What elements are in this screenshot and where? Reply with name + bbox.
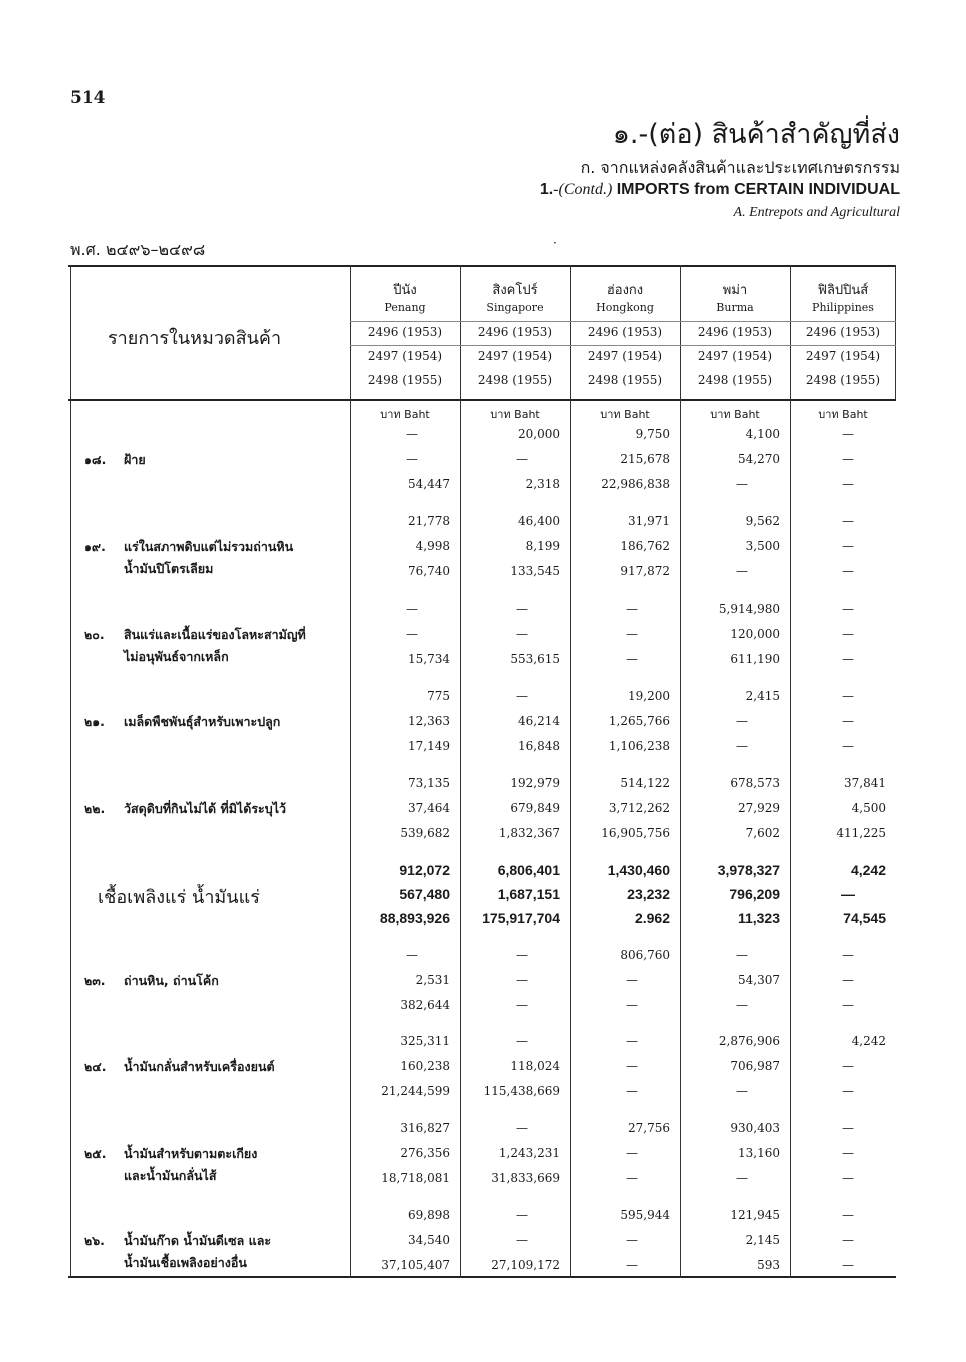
table-cell: — (842, 1084, 854, 1098)
unit-label: บาท Baht (710, 408, 760, 421)
table-cell: — (626, 1034, 638, 1048)
year-label: 2498 (1955) (587, 373, 663, 387)
column-header-thai: พม่า (722, 283, 748, 298)
table-cell: 1,106,238 (608, 739, 670, 753)
table-cell: — (842, 998, 854, 1012)
table-cell: 8,199 (525, 539, 560, 553)
table-cell: — (406, 948, 418, 962)
table-cell: 4,242 (851, 1034, 886, 1048)
table-cell: 325,311 (400, 1034, 450, 1048)
table-cell: — (842, 689, 854, 703)
table-cell: — (842, 627, 854, 641)
table-cell: 9,750 (635, 427, 670, 441)
year-label: 2496 (1953) (587, 325, 663, 339)
year-label: 2496 (1953) (367, 325, 443, 339)
unit-label: บาท Baht (600, 408, 650, 421)
table-cell: 11,323 (737, 910, 780, 926)
table-cell: — (736, 564, 748, 578)
table-cell: 192,979 (510, 776, 560, 790)
table-cell: 18,718,081 (381, 1171, 450, 1185)
table-cell: 4,500 (851, 801, 886, 815)
table-cell: 16,905,756 (601, 826, 670, 840)
table-cell: 595,944 (620, 1208, 670, 1222)
table-cell: — (736, 998, 748, 1012)
table-cell: — (626, 627, 638, 641)
table-cell: 1,430,460 (607, 862, 670, 878)
table-cell: 175,917,704 (482, 910, 560, 926)
row-label-text: วัสดุดิบที่กินไม่ได้ ที่มิได้ระบุไว้ (124, 801, 287, 816)
table-cell: 382,644 (400, 998, 450, 1012)
row-label (84, 449, 354, 471)
table-cell: — (736, 739, 748, 753)
year-label: 2496 (1953) (805, 325, 881, 339)
table-cell: 2,876,906 (718, 1034, 780, 1048)
table-cell: 88,893,926 (379, 910, 450, 926)
table-cell: 775 (427, 689, 450, 703)
table-cell: 706,987 (730, 1059, 780, 1073)
table-cell: 21,778 (408, 514, 450, 528)
year-label: 2498 (1955) (805, 373, 881, 387)
row-number: ๒๓. (84, 973, 106, 988)
header-row-rule (350, 345, 896, 346)
table-cell: 21,244,599 (381, 1084, 450, 1098)
table-cell: 23,232 (627, 886, 670, 902)
row-label (84, 711, 354, 733)
table-cell: — (842, 948, 854, 962)
table-cell: — (736, 477, 748, 491)
imports-table (68, 265, 896, 1278)
table-header-rule (68, 399, 896, 401)
table-cell: 27,929 (738, 801, 780, 815)
column-header-english: Hongkong (596, 301, 654, 314)
table-cell: 796,209 (729, 886, 780, 902)
table-cell: — (626, 1258, 638, 1272)
table-cell: 4,242 (850, 862, 886, 878)
table-cell: 3,978,327 (717, 862, 780, 878)
table-cell: — (842, 564, 854, 578)
table-cell: 679,849 (510, 801, 560, 815)
table-cell: — (842, 1059, 854, 1073)
table-cell: — (842, 973, 854, 987)
table-cell: 27,756 (628, 1121, 670, 1135)
table-cell: 567,480 (399, 886, 450, 902)
table-cell: 27,109,172 (491, 1258, 560, 1272)
table-cell: 31,833,669 (491, 1171, 560, 1185)
table-cell: — (406, 627, 418, 641)
table-cell: — (406, 427, 418, 441)
page-subtitle-english: A. Entrepots and Agricultural (733, 205, 900, 220)
year-label: 2497 (1954) (477, 349, 553, 363)
page-subtitle-thai: ก. จากแหล่งคลังสินค้าและประเทศเกษตรกรรม (580, 158, 900, 177)
row-label-text: ถ่านหิน, ถ่านโค้ก (124, 973, 219, 988)
table-cell: 37,841 (844, 776, 886, 790)
table-cell: 73,135 (408, 776, 450, 790)
table-cell: — (516, 948, 528, 962)
row-label (84, 1143, 354, 1187)
table-cell: 1,832,367 (498, 826, 560, 840)
row-label (84, 1056, 354, 1078)
table-cell: 69,898 (408, 1208, 450, 1222)
column-header (570, 279, 680, 314)
unit-label: บาท Baht (818, 408, 868, 421)
table-cell: — (842, 427, 854, 441)
column-header-thai: สิงคโปร์ (492, 283, 538, 298)
table-cell: 2,318 (525, 477, 560, 491)
row-label-text: ไม่อนุพันธ์จากเหล็ก (124, 649, 229, 664)
table-cell: 46,400 (518, 514, 560, 528)
table-cell: 37,105,407 (381, 1258, 450, 1272)
table-cell: — (736, 1171, 748, 1185)
table-cell: 917,872 (620, 564, 670, 578)
table-cell: 1,243,231 (498, 1146, 560, 1160)
row-number: ๑๙. (84, 539, 106, 554)
table-cell: 2,531 (415, 973, 450, 987)
table-cell: 9,562 (745, 514, 780, 528)
table-cell: 678,573 (730, 776, 780, 790)
table-cell: 12,363 (408, 714, 450, 728)
table-cell: 115,438,669 (483, 1084, 560, 1098)
row-label-text: น้ำมันก๊าด น้ำมันดีเซล และ (124, 1233, 272, 1248)
table-cell: — (516, 1121, 528, 1135)
table-cell: 37,464 (408, 801, 450, 815)
table-cell: — (842, 1146, 854, 1160)
column-header-thai: ปีนัง (393, 283, 417, 298)
table-cell: 1,687,151 (497, 886, 560, 902)
year-label: 2497 (1954) (587, 349, 663, 363)
column-header-english: Singapore (486, 301, 544, 314)
row-number: ๒๕. (84, 1146, 107, 1161)
table-cell: 2,145 (745, 1233, 780, 1247)
table-cell: — (516, 1233, 528, 1247)
table-cell: — (626, 973, 638, 987)
table-cell: — (842, 452, 854, 466)
table-cell: — (842, 539, 854, 553)
table-top-rule (68, 265, 896, 267)
column-header-thai: ฟิลิปปินส์ (817, 283, 869, 298)
table-cell: — (626, 1146, 638, 1160)
year-label: 2497 (1954) (805, 349, 881, 363)
table-cell: — (626, 1171, 638, 1185)
row-number: ๑๘. (84, 452, 107, 467)
table-cell: 593 (757, 1258, 780, 1272)
page-number: 514 (70, 88, 106, 108)
table-cell: — (626, 602, 638, 616)
table-cell: 514,122 (620, 776, 670, 790)
year-label: 2497 (1954) (697, 349, 773, 363)
table-cell: — (516, 1208, 528, 1222)
table-cell: — (842, 602, 854, 616)
year-label: 2496 (1953) (697, 325, 773, 339)
row-label (84, 798, 354, 820)
row-label-text: สินแร่และเนื้อแร่ของโลหะสามัญที่ (124, 627, 306, 642)
table-cell: 76,740 (408, 564, 450, 578)
row-label-text: น้ำมันปิโตรเลียม (124, 561, 214, 576)
table-cell: 17,149 (408, 739, 450, 753)
table-cell: — (516, 689, 528, 703)
table-cell: 4,998 (415, 539, 450, 553)
table-cell: 5,914,980 (718, 602, 780, 616)
table-cell: 276,356 (400, 1146, 450, 1160)
column-header (680, 279, 790, 314)
table-cell: — (736, 714, 748, 728)
table-cell: 19,200 (628, 689, 670, 703)
page-title-thai: ๑.-(ต่อ) สินค้าสำคัญที่ส่ง (612, 119, 900, 150)
table-cell: — (626, 1059, 638, 1073)
header-row-rule (350, 321, 896, 322)
unit-label: บาท Baht (380, 408, 430, 421)
table-cell: 215,678 (620, 452, 670, 466)
table-cell: 118,024 (510, 1059, 560, 1073)
row-label (84, 536, 354, 580)
column-header (350, 279, 460, 314)
row-label-text: น้ำมันเชื้อเพลิงอย่างอื่น (124, 1255, 247, 1270)
table-cell: — (516, 1034, 528, 1048)
row-number: ๒๑. (84, 714, 105, 729)
table-cell: 34,540 (408, 1233, 450, 1247)
title-prefix: 1. (539, 181, 554, 198)
category-header: รายการในหมวดสินค้า (108, 328, 282, 349)
table-cell: 1,265,766 (608, 714, 670, 728)
table-bottom-rule (68, 1276, 896, 1278)
table-cell: 7,602 (745, 826, 780, 840)
row-label-text: เมล็ดพืชพันธุ์สำหรับเพาะปลูก (124, 714, 281, 729)
table-cell: 316,827 (400, 1121, 450, 1135)
year-label: 2496 (1953) (477, 325, 553, 339)
table-cell: 46,214 (518, 714, 560, 728)
table-cell: — (736, 948, 748, 962)
column-header-english: Burma (716, 301, 754, 314)
title-main: IMPORTS from CERTAIN INDIVIDUAL (616, 181, 900, 198)
table-cell: 54,307 (738, 973, 780, 987)
unit-label: บาท Baht (490, 408, 540, 421)
table-cell: — (516, 452, 528, 466)
column-header (460, 279, 570, 314)
year-range: พ.ศ. ๒๔๙๖–๒๔๙๘ (70, 240, 206, 259)
row-number: ๒๐. (84, 627, 105, 642)
table-cell: — (516, 602, 528, 616)
table-cell: — (842, 514, 854, 528)
table-cell: — (842, 739, 854, 753)
table-cell: 16,848 (518, 739, 560, 753)
year-label: 2498 (1955) (367, 373, 443, 387)
table-cell: 20,000 (518, 427, 560, 441)
table-cell: 74,545 (843, 910, 886, 926)
table-cell: 553,615 (510, 652, 560, 666)
table-cell: 411,225 (836, 826, 886, 840)
table-cell: — (406, 452, 418, 466)
table-cell: — (626, 1084, 638, 1098)
table-left-rule (70, 265, 71, 1278)
table-cell: 912,072 (399, 862, 450, 878)
table-cell: 160,238 (400, 1059, 450, 1073)
table-cell: — (842, 1208, 854, 1222)
row-label-text: น้ำมันสำหรับตามตะเกียง (124, 1146, 258, 1161)
table-cell: — (516, 998, 528, 1012)
stray-dot: · (553, 236, 557, 250)
year-label: 2498 (1955) (477, 373, 553, 387)
table-cell: 22,986,838 (601, 477, 670, 491)
column-header-english: Philippines (812, 301, 874, 314)
table-cell: 13,160 (738, 1146, 780, 1160)
table-cell: 121,945 (730, 1208, 780, 1222)
row-label-text: ฝ้าย (124, 452, 146, 467)
title-contd: -(Contd.) (553, 181, 613, 198)
page-title-english (540, 181, 900, 199)
row-number: ๒๒. (84, 801, 106, 816)
section-label-fuel: เชื้อเพลิงแร่ น้ำมันแร่ (98, 887, 260, 908)
table-cell: — (842, 1121, 854, 1135)
table-cell: 120,000 (730, 627, 780, 641)
table-cell: 54,447 (408, 477, 450, 491)
row-label (84, 1230, 354, 1274)
table-cell: — (516, 627, 528, 641)
column-header-thai: ฮ่องกง (606, 283, 644, 298)
table-cell: 4,100 (745, 427, 780, 441)
table-cell: 133,545 (510, 564, 560, 578)
table-cell: — (736, 1084, 748, 1098)
row-label (84, 970, 354, 992)
table-cell: — (406, 602, 418, 616)
table-cell: 3,712,262 (608, 801, 670, 815)
table-cell: — (841, 886, 855, 902)
table-cell: — (842, 477, 854, 491)
table-cell: — (842, 1171, 854, 1185)
row-number: ๒๖. (84, 1233, 105, 1248)
table-cell: 806,760 (620, 948, 670, 962)
table-cell: 539,682 (400, 826, 450, 840)
table-cell: 186,762 (620, 539, 670, 553)
table-cell: — (516, 973, 528, 987)
row-label-text: และน้ำมันกลั่นไส้ (124, 1168, 217, 1183)
table-cell: 15,734 (408, 652, 450, 666)
table-cell: — (626, 998, 638, 1012)
table-cell: — (842, 1233, 854, 1247)
table-cell: — (626, 1233, 638, 1247)
table-cell: 31,971 (628, 514, 670, 528)
row-label-text: แร่ในสภาพดิบแต่ไม่รวมถ่านหิน (124, 539, 294, 554)
row-label-text: น้ำมันกลั่นสำหรับเครื่องยนต์ (124, 1059, 275, 1074)
table-cell: — (842, 714, 854, 728)
row-label (84, 624, 354, 668)
table-cell: 2,415 (745, 689, 780, 703)
table-cell: 930,403 (730, 1121, 780, 1135)
table-cell: 6,806,401 (497, 862, 560, 878)
year-label: 2497 (1954) (367, 349, 443, 363)
year-label: 2498 (1955) (697, 373, 773, 387)
column-header-english: Penang (384, 301, 426, 314)
table-cell: — (842, 1258, 854, 1272)
column-header (790, 279, 896, 314)
table-cell: 611,190 (730, 652, 780, 666)
table-cell: 3,500 (745, 539, 780, 553)
table-cell: 2.962 (634, 910, 670, 926)
table-cell: 54,270 (738, 452, 780, 466)
table-cell: — (842, 652, 854, 666)
row-number: ๒๔. (84, 1059, 107, 1074)
table-cell: — (626, 652, 638, 666)
